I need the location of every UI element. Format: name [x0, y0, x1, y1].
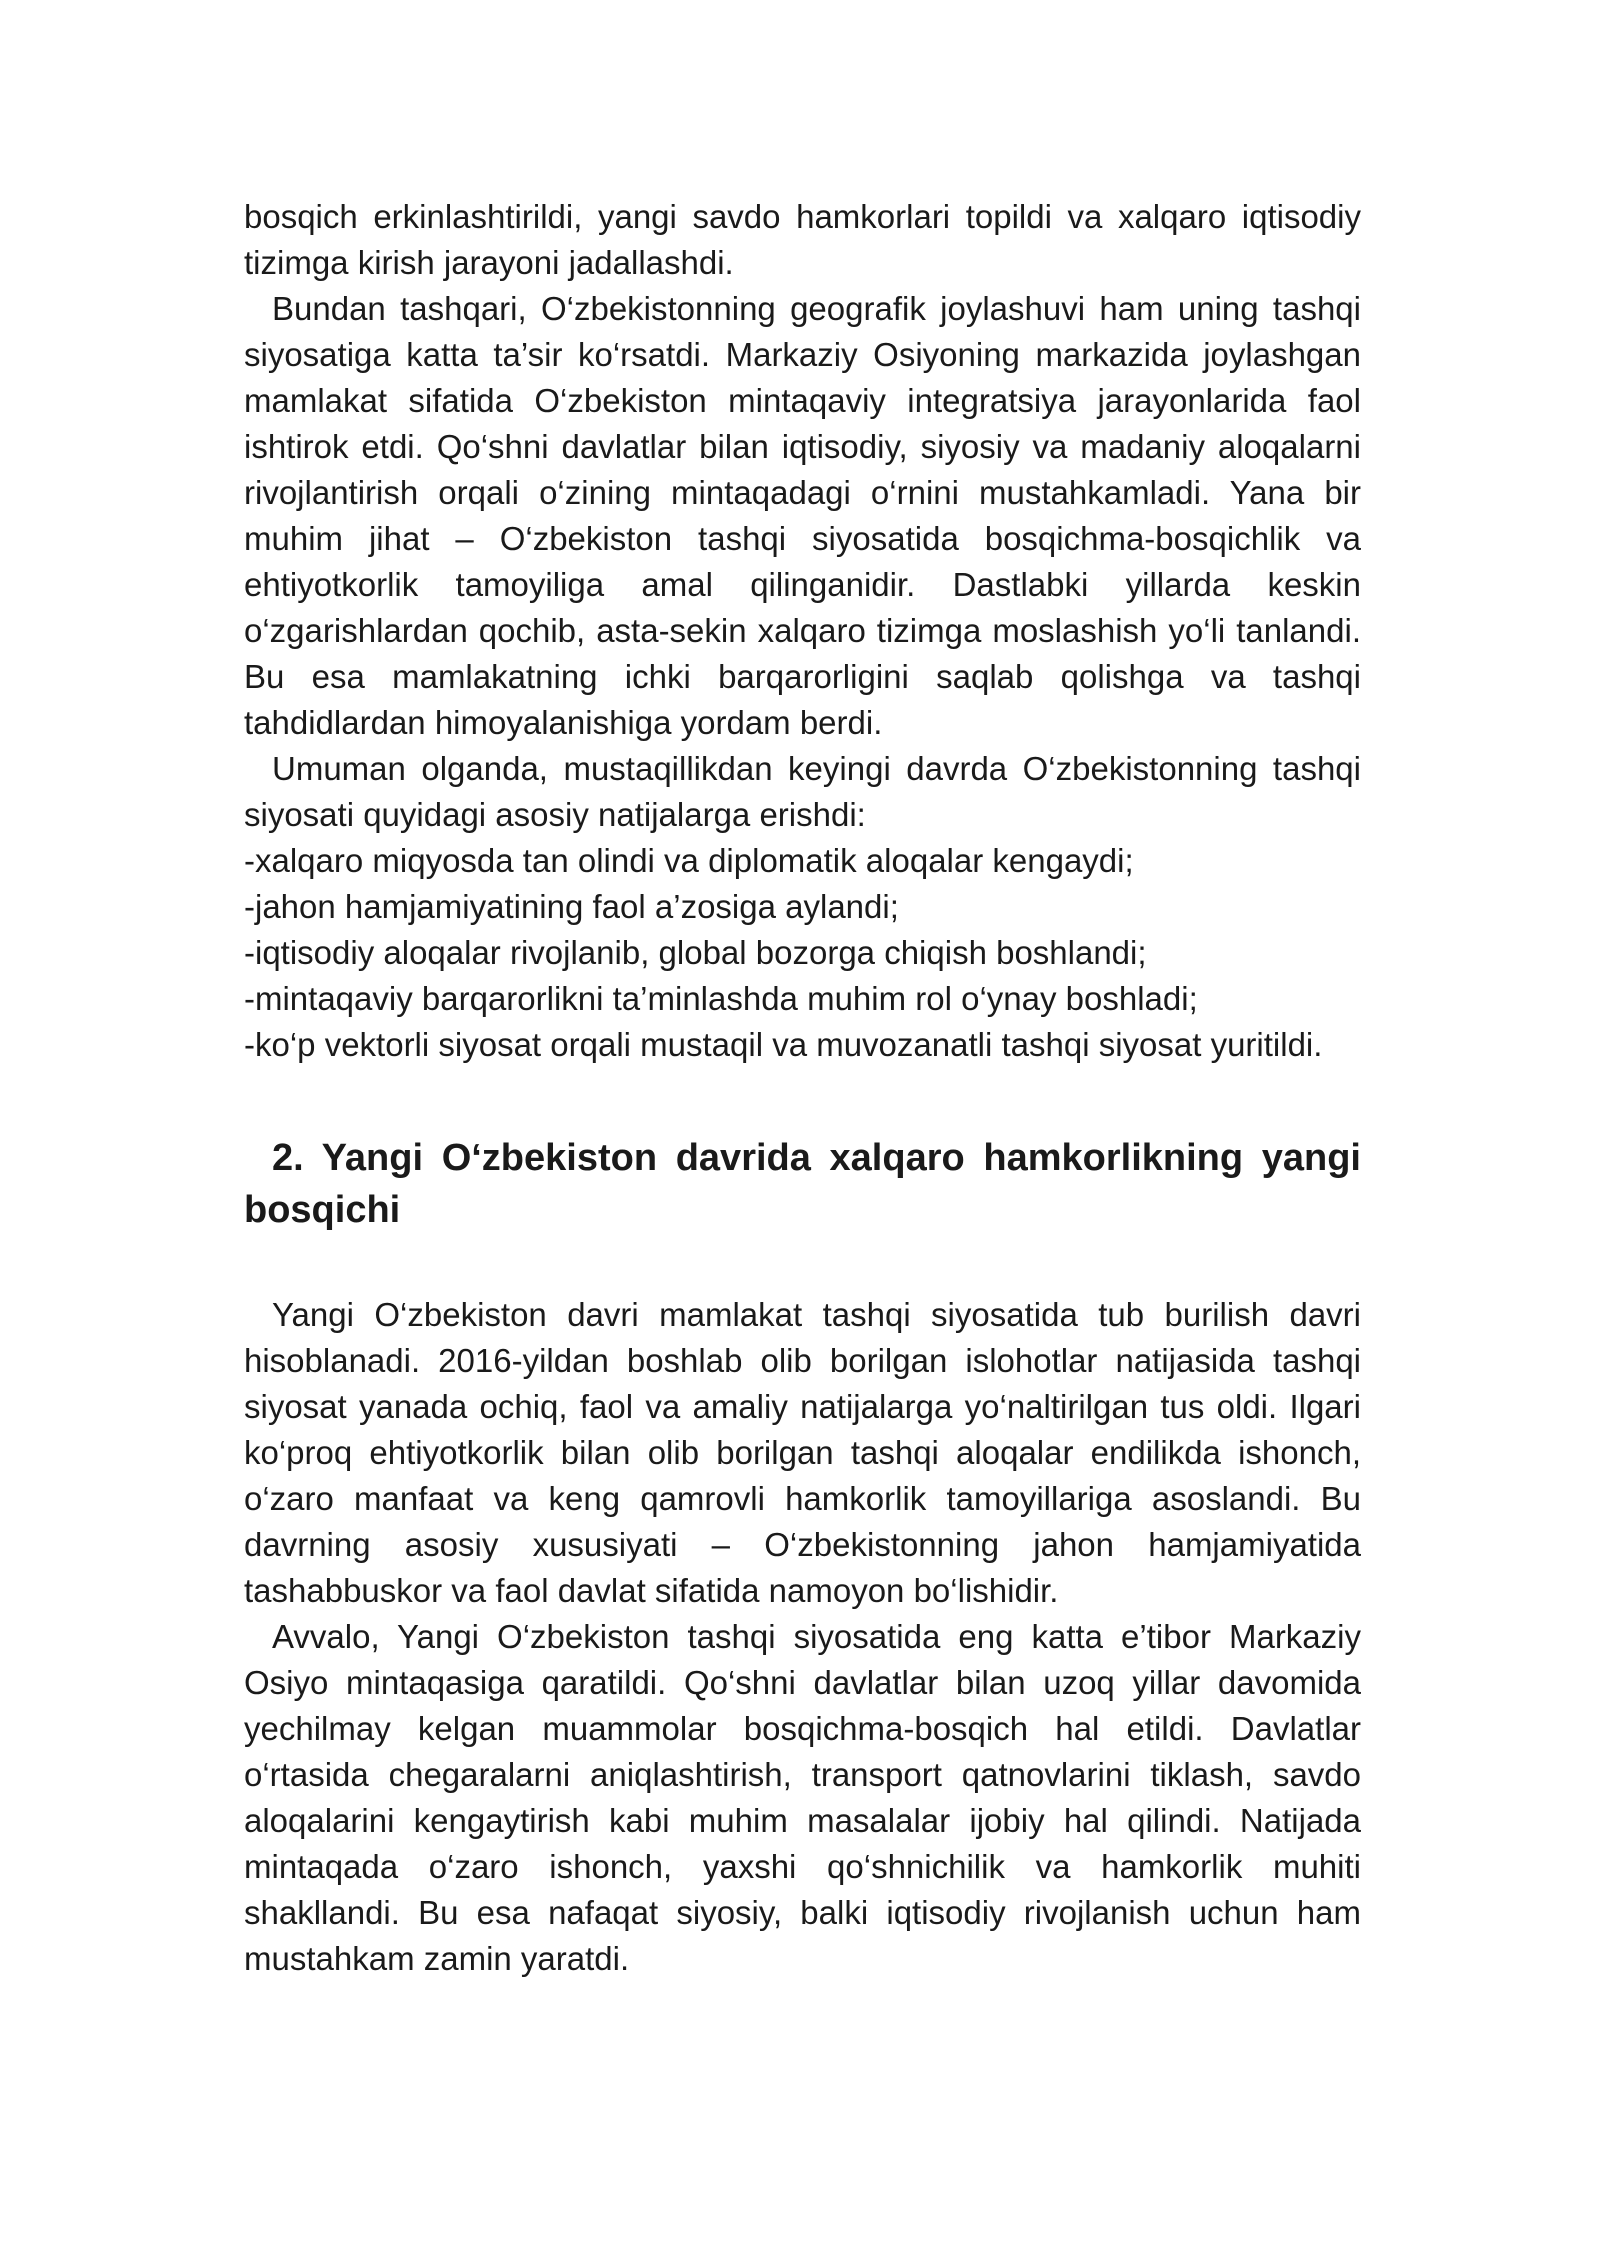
list-item: -iqtisodiy aloqalar rivojlanib, global bozorga chiqish boshlandi; [244, 934, 1147, 971]
paragraph-summary-intro: Umuman olganda, mustaqillikdan keyingi davrda O‘zbekistonning tashqi siyosati quyidagi asosiy natijalarga erishdi: [244, 750, 1361, 833]
results-list [244, 838, 1361, 1068]
list-item: -jahon hamjamiyatining faol a’zosiga aylandi; [244, 888, 899, 925]
section-heading: 2. Yangi O‘zbekiston davrida xalqaro hamkorlikning yangi bosqichi [244, 1137, 1361, 1231]
paragraph-new-era: Yangi O‘zbekiston davri mamlakat tashqi siyosatida tub burilish davri hisoblanadi. 2016-yildan boshlab olib borilgan islohotlar natijasida tashqi siyosat yanada ochiq, faol va amaliy natijalarga yo‘naltirilgan tus oldi. Ilgari ko‘proq ehtiyotkorlik bilan olib borilgan tashqi aloqalar endilikda ishonch, o‘zaro manfaat va keng qamrovli hamkorlik tamoyillariga asoslandi. Bu davrning asosiy xususiyati – O‘zbekistonning jahon hamjamiyatida tashabbuskor va faol davlat sifatida namoyon bo‘lishidir. [244, 1296, 1361, 1609]
paragraph-central-asia: Avvalo, Yangi O‘zbekiston tashqi siyosatida eng katta e’tibor Markaziy Osiyo mintaqasiga qaratildi. Qo‘shni davlatlar bilan uzoq yillar davomida yechilmay kelgan muammolar bosqichma-bosqich hal etildi. Davlatlar o‘rtasida chegaralarni aniqlashtirish, transport qatnovlarini tiklash, savdo aloqalarini kengaytirish kabi muhim masalalar ijobiy hal qilindi. Natijada mintaqada o‘zaro ishonch, yaxshi qo‘shnichilik va hamkorlik muhiti shakllandi. Bu esa nafaqat siyosiy, balki iqtisodiy rivojlanish uchun ham mustahkam zamin yaratdi. [244, 1618, 1361, 1977]
list-item: -xalqaro miqyosda tan olindi va diplomatik aloqalar kengaydi; [244, 842, 1134, 879]
list-item: -ko‘p vektorli siyosat orqali mustaqil va muvozanatli tashqi siyosat yuritildi. [244, 1026, 1323, 1063]
list-item: -mintaqaviy barqarorlikni ta’minlashda muhim rol o‘ynay boshladi; [244, 980, 1198, 1017]
paragraph-continuation: bosqich erkinlashtirildi, yangi savdo hamkorlari topildi va xalqaro iqtisodiy tizimga kirish jarayoni jadallashdi. [244, 198, 1361, 281]
document-page [244, 194, 1361, 1982]
paragraph-geography: Bundan tashqari, O‘zbekistonning geografik joylashuvi ham uning tashqi siyosatiga katta ta’sir ko‘rsatdi. Markaziy Osiyoning markazida joylashgan mamlakat sifatida O‘zbekiston mintaqaviy integratsiya jarayonlarida faol ishtirok etdi. Qo‘shni davlatlar bilan iqtisodiy, siyosiy va madaniy aloqalarni rivojlantirish orqali o‘zining mintaqadagi o‘rnini mustahkamladi. Yana bir muhim jihat – O‘zbekiston tashqi siyosatida bosqichma-bosqichlik va ehtiyotkorlik tamoyiliga amal qilinganidir. Dastlabki yillarda keskin o‘zgarishlardan qochib, asta-sekin xalqaro tizimga moslashish yo‘li tanlandi. Bu esa mamlakatning ichki barqarorligini saqlab qolishga va tashqi tahdidlardan himoyalanishiga yordam berdi. [244, 290, 1361, 741]
